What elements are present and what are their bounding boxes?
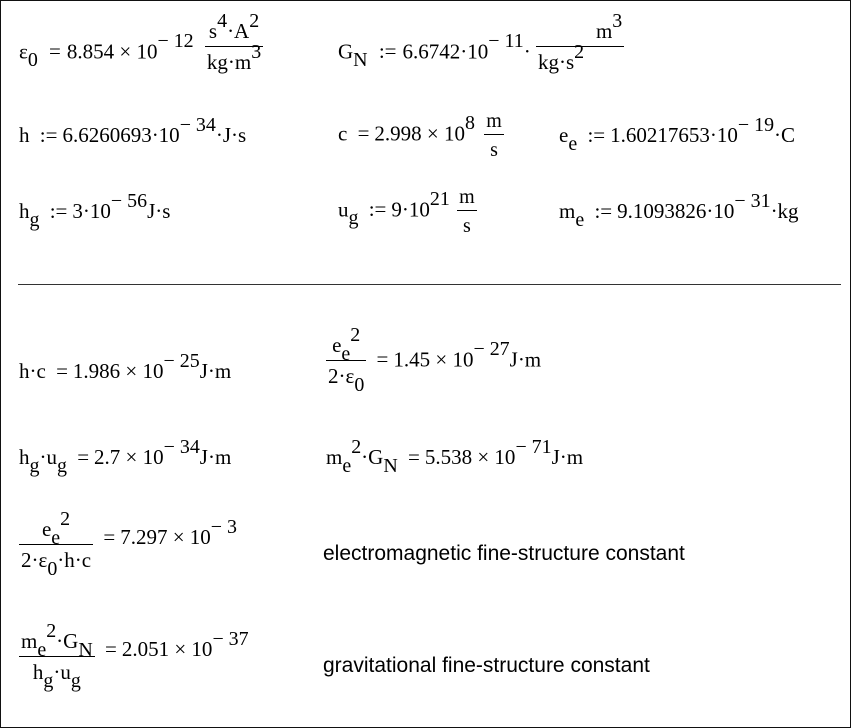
ug-definition[interactable]: ug := 9·1021 $\frac{m}{s}$ [338,186,475,237]
ee2-fraction: $\frac{ee2}{2\cdot\varepsilon 0}$ [328,324,365,396]
eps0-operator: = [49,39,61,64]
me2gn-result[interactable]: me2·GN = 5.538 × 10− 71J·m [326,436,584,477]
hgug-result[interactable]: hg·ug = 2.7 × 10− 34J·m [19,436,232,477]
gn-operator: := [378,39,397,64]
eps0-unit: $\frac{s4\cdot A2}{kg\cdot m3}$ [206,10,262,74]
eps0-definition[interactable] [19,10,263,80]
gn-definition[interactable]: GN := 6.6742·10− 11· $\frac{m3}{kg\cdot s2}$ [338,10,623,74]
c-unit: $\frac{m}{s}$ [486,110,502,161]
me-definition[interactable]: me := 9.1093826·10− 31·kg [559,190,799,231]
gn-exponent: − 11 [488,30,524,53]
alpha-g-result[interactable]: $\frac{me2\cdot GN}{hg\cdot ug}$ = 2.051 × 10− 37 [21,620,249,692]
h-definition[interactable]: h := 6.6260693·10− 34·J·s [19,114,247,147]
eps0-subscript: 0 [27,49,38,72]
ee-definition[interactable]: ee := 1.60217653·10− 19·C [559,114,796,155]
alpha-g-fraction: $\frac{me2\cdot GN}{hg\cdot ug}$ [21,620,93,692]
c-definition[interactable]: c = 2.998 × 108 $\frac{m}{s}$ [338,110,502,161]
eps0-exponent: − 12 [157,30,194,53]
gn-subscript: N [353,49,368,72]
eps0-symbol: ε [19,39,28,64]
gn-symbol: G [338,39,354,64]
alpha-em-fraction: $\frac{ee2}{2\cdot\varepsilon 0\cdot h\cdot c}$ [21,508,92,580]
alpha-g-label: gravitational fine-structure constant [323,654,650,677]
alpha-em-label: electromagnetic fine-structure constant [323,542,685,565]
gn-unit: $\frac{m3}{kg\cdot s2}$ [537,10,623,74]
section-divider [18,284,841,285]
gn-mantissa: 6.6742·10 [402,39,489,64]
eps0-mantissa: 8.854 × 10 [66,39,158,64]
ee2-result[interactable]: $\frac{ee2}{2\cdot\varepsilon 0}$ = 1.45 × 10− 27J·m [328,324,542,396]
hc-result[interactable]: h·c = 1.986 × 10− 25J·m [19,350,232,383]
alpha-em-result[interactable]: $\frac{ee2}{2\cdot\varepsilon 0\cdot h\cdot c}$ = 7.297 × 10− 3 [21,508,237,580]
hg-definition[interactable]: hg := 3·10− 56J·s [19,190,171,231]
ug-unit: $\frac{m}{s}$ [459,186,475,237]
